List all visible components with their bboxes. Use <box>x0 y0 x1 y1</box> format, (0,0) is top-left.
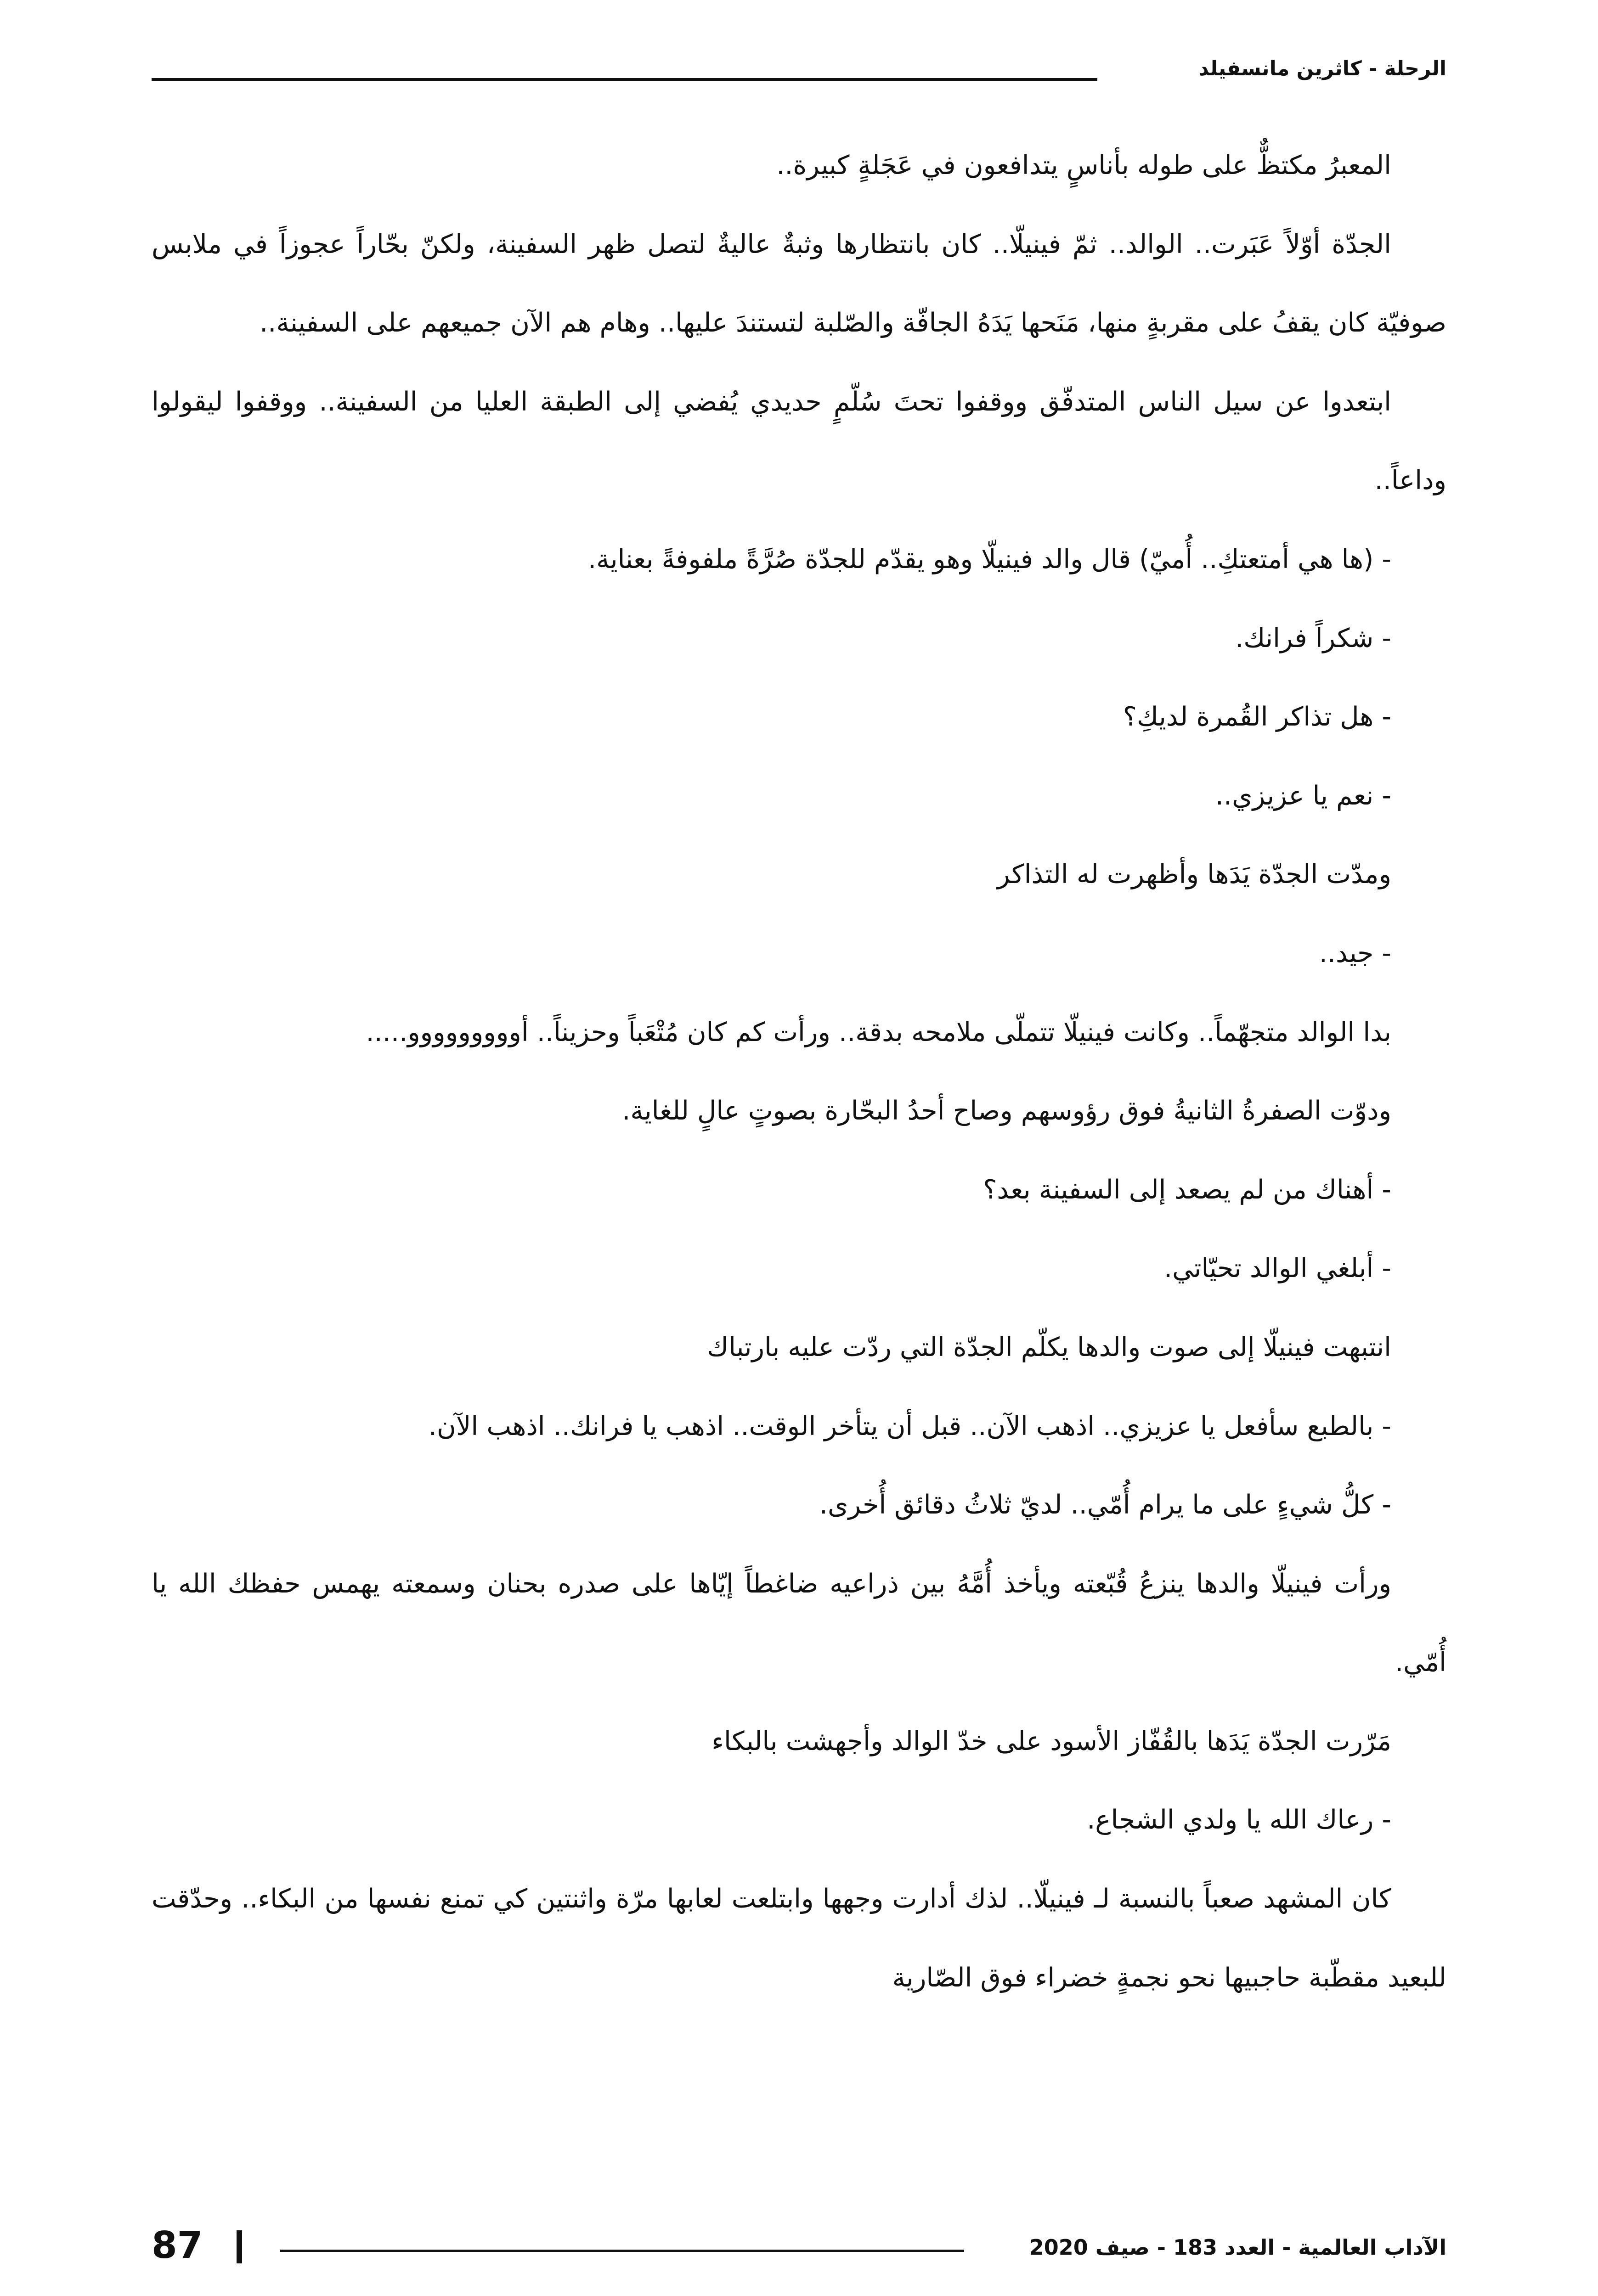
paragraph: الجدّة أوّلاً عَبَرت.. الوالد.. ثمّ فينيلّا.. كان بانتظارها وثبةٌ عاليةٌ لتصل ظهر السفينة، ولكنّ بحّاراً عجوزاً في ملابس صوفيّة كان يقفُ على مقربةٍ منها، مَنَحها يَدَهُ الجافّة والصّلبة لتستندَ عليها.. وهام هم الآن جميعهم على السفينة.. <box>152 229 1446 338</box>
dialogue-line: - أهناك من لم يصعد إلى السفينة بعد؟ <box>983 1174 1391 1205</box>
page-number-separator <box>237 2230 242 2263</box>
dialogue-line: - (ها هي أمتعتكِ.. أُميّ) قال والد فينيلّا وهو يقدّم للجدّة صُرَّةً ملفوفةً بعناية. <box>588 544 1391 574</box>
paragraph: ومدّت الجدّة يَدَها وأظهرت له التذاكر <box>997 859 1391 890</box>
paragraph: انتبهت فينيلّا إلى صوت والدها يكلّم الجدّة التي ردّت عليه بارتباك <box>707 1332 1391 1362</box>
paragraph: مَرّرت الجدّة يَدَها بالقُفّاز الأسود على خدّ الوالد وأجهشت بالبكاء <box>711 1726 1391 1756</box>
dialogue-line: - هل تذاكر القُمرة لديكِ؟ <box>1123 702 1391 732</box>
dialogue-line: - جيد.. <box>1319 938 1391 968</box>
dialogue-line: - أبلغي الوالد تحيّاتي. <box>1164 1253 1391 1284</box>
header-rule <box>152 78 1097 81</box>
dialogue-line: - بالطبع سأفعل يا عزيزي.. اذهب الآن.. قبل أن يتأخر الوقت.. اذهب يا فرانك.. اذهب الآن. <box>428 1411 1391 1441</box>
body-text <box>152 126 1446 2017</box>
journal-citation: الآداب العالمية - العدد 183 - صيف 2020 <box>1029 2235 1446 2260</box>
paragraph: المعبرُ مكتظٌّ على طوله بأناسٍ يتدافعون في عَجَلةٍ كبيرة.. <box>776 150 1391 180</box>
dialogue-line: - شكراً فرانك. <box>1235 623 1391 653</box>
paragraph: بدا الوالد متجهّماً.. وكانت فينيلّا تتملّى ملامحه بدقة.. ورأت كم كان مُتْعَباً وحزيناً.. أووووووووو..... <box>366 1017 1391 1047</box>
paragraph: ورأت فينيلّا والدها ينزعُ قُبّعته ويأخذ أُمَّهُ بين ذراعيه ضاغطاً إيّاها على صدره بحنان وسمعته يهمس حفظك الله يا أُمّي. <box>152 1568 1446 1678</box>
dialogue-line: - نعم يا عزيزي.. <box>1215 780 1391 811</box>
paragraph: ودوّت الصفرةُ الثانيةُ فوق رؤوسهم وصاح أحدُ البحّارة بصوتٍ عالٍ للغاية. <box>622 1096 1391 1126</box>
running-title: الرحلة - كاثرين مانسفيلد <box>1198 57 1446 80</box>
dialogue-line: - رعاك الله يا ولدي الشجاع. <box>1087 1805 1391 1835</box>
page-footer <box>152 2220 1446 2271</box>
running-header <box>152 54 1446 91</box>
paragraph: ابتعدوا عن سيل الناس المتدفّق ووقفوا تحتَ سُلّمٍ حديدي يُفضي إلى الطبقة العليا من السفينة.. ووقفوا ليقولوا وداعاً.. <box>152 386 1446 496</box>
paragraph: كان المشهد صعباً بالنسبة لـ فينيلّا.. لذك أدارت وجهها وابتلعت لعابها مرّة واثنتين كي تمنع نفسها من البكاء.. وحدّقت للبعيد مقطّبة حاجبيها نحو نجمةٍ خضراء فوق الصّارية <box>152 1884 1446 1993</box>
dialogue-line: - كلُّ شيءٍ على ما يرام أُمّي.. لديّ ثلاثُ دقائق أُخرى. <box>819 1490 1391 1520</box>
footer-rule <box>280 2250 964 2252</box>
page-number: 87 <box>152 2224 203 2267</box>
